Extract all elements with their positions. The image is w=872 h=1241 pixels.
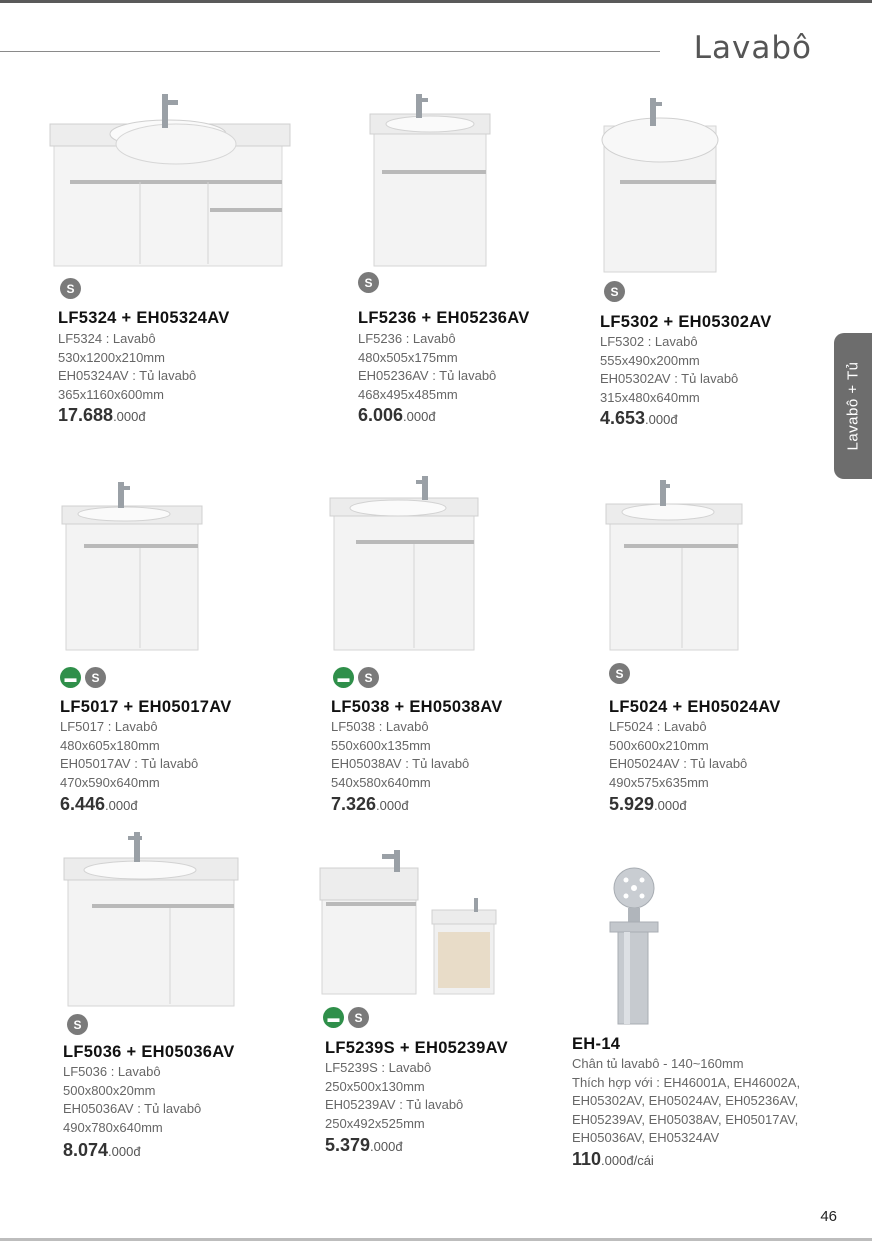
spec-line: 365x1160x600mm (58, 386, 164, 402)
product-price (325, 1135, 403, 1156)
s-badge-icon: S (67, 1014, 88, 1035)
spec-line: EH05302AV, EH05024AV, EH05236AV, (572, 1093, 799, 1109)
green-feature-icon: ▬ (60, 667, 81, 688)
spec-line: 550x600x135mm (331, 737, 431, 753)
page-title: Lavabô (693, 30, 812, 66)
price-suffix: .000đ (645, 412, 678, 427)
spec-line: EH05024AV : Tủ lavabô (609, 756, 748, 772)
product-specs (572, 1055, 800, 1148)
spec-line: 480x605x180mm (60, 737, 160, 753)
product-price (63, 1140, 141, 1161)
spec-line: EH05302AV : Tủ lavabô (600, 371, 739, 387)
product-specs (60, 718, 198, 792)
price-main: 4.653 (600, 408, 646, 428)
product-image-vanity (60, 478, 204, 654)
header-rule (0, 51, 660, 52)
top-border (0, 0, 872, 3)
product-image-vanity (318, 846, 502, 998)
price-suffix: .000đ/cái (601, 1153, 654, 1168)
spec-line: 490x780x640mm (63, 1119, 163, 1135)
price-main: 8.074 (63, 1140, 109, 1160)
spec-line: EH05239AV, EH05038AV, EH05017AV, (572, 1111, 799, 1127)
price-main: 5.929 (609, 794, 655, 814)
spec-line: LF5239S : Lavabô (325, 1060, 432, 1075)
product-image-cabinet-leg (604, 866, 664, 1028)
spec-line: LF5038 : Lavabô (331, 719, 429, 734)
feature-icons (609, 663, 630, 684)
spec-line: EH05239AV : Tủ lavabô (325, 1097, 464, 1113)
spec-line: 468x495x485mm (358, 386, 458, 402)
spec-line: EH05038AV : Tủ lavabô (331, 756, 470, 772)
spec-line: EH05036AV, EH05324AV (572, 1130, 720, 1146)
product-price (331, 794, 409, 815)
spec-line: 250x500x130mm (325, 1078, 425, 1094)
product-specs (358, 330, 496, 404)
price-suffix: .000đ (370, 1139, 403, 1154)
spec-line: 315x480x640mm (600, 389, 700, 405)
product-price (60, 794, 138, 815)
product-price (609, 794, 687, 815)
product-price (600, 408, 678, 429)
price-main: 6.006 (358, 405, 404, 425)
spec-line: 250x492x525mm (325, 1115, 425, 1131)
price-main: 6.446 (60, 794, 106, 814)
spec-line: 530x1200x210mm (58, 349, 165, 365)
product-image-vanity (328, 472, 480, 654)
feature-icons (323, 1007, 369, 1028)
product-title: EH-14 (572, 1035, 621, 1053)
product-specs (609, 718, 747, 792)
spec-line: Chân tủ lavabô - 140~160mm (572, 1056, 744, 1071)
spec-line: 490x575x635mm (609, 774, 709, 790)
price-suffix: .000đ (105, 798, 138, 813)
side-tab-label: Lavabô + Tủ (844, 361, 862, 451)
feature-icons (67, 1014, 88, 1035)
s-badge-icon: S (609, 663, 630, 684)
price-main: 7.326 (331, 794, 377, 814)
product-price (58, 405, 146, 426)
product-image-vanity (48, 86, 294, 270)
spec-line: LF5017 : Lavabô (60, 719, 158, 734)
spec-line: LF5036 : Lavabô (63, 1064, 161, 1079)
spec-line: EH05017AV : Tủ lavabô (60, 756, 199, 772)
price-main: 17.688 (58, 405, 114, 425)
s-badge-icon: S (358, 272, 379, 293)
product-title: LF5239S + EH05239AV (325, 1039, 508, 1057)
product-title: LF5036 + EH05036AV (63, 1043, 235, 1061)
spec-line: EH05324AV : Tủ lavabô (58, 368, 197, 384)
product-title: LF5017 + EH05017AV (60, 698, 232, 716)
s-badge-icon: S (604, 281, 625, 302)
product-image-vanity (366, 90, 494, 270)
feature-icons (60, 667, 106, 688)
spec-line: 555x490x200mm (600, 352, 700, 368)
product-specs (600, 333, 738, 407)
price-suffix: .000đ (108, 1144, 141, 1159)
feature-icons (604, 281, 625, 302)
product-image-vanity (62, 828, 240, 1010)
green-feature-icon: ▬ (333, 667, 354, 688)
spec-line: LF5324 : Lavabô (58, 331, 156, 346)
price-suffix: .000đ (403, 409, 436, 424)
feature-icons (333, 667, 379, 688)
product-specs (58, 330, 196, 404)
product-title: LF5302 + EH05302AV (600, 313, 772, 331)
product-specs (325, 1059, 463, 1133)
product-image-vanity (598, 94, 724, 274)
feature-icons (60, 278, 81, 299)
price-suffix: .000đ (113, 409, 146, 424)
s-badge-icon: S (348, 1007, 369, 1028)
s-badge-icon: S (60, 278, 81, 299)
green-feature-icon: ▬ (323, 1007, 344, 1028)
side-tab[interactable] (834, 333, 872, 479)
spec-line: EH05236AV : Tủ lavabô (358, 368, 497, 384)
price-main: 110 (572, 1149, 602, 1169)
product-title: LF5324 + EH05324AV (58, 309, 230, 327)
spec-line: 470x590x640mm (60, 774, 160, 790)
product-specs (63, 1063, 201, 1137)
product-title: LF5024 + EH05024AV (609, 698, 781, 716)
s-badge-icon: S (85, 667, 106, 688)
spec-line: 540x580x640mm (331, 774, 431, 790)
product-price (358, 405, 436, 426)
spec-line: 500x600x210mm (609, 737, 709, 753)
price-suffix: .000đ (654, 798, 687, 813)
price-suffix: .000đ (376, 798, 409, 813)
price-main: 5.379 (325, 1135, 371, 1155)
feature-icons (358, 272, 379, 293)
product-title: LF5038 + EH05038AV (331, 698, 503, 716)
spec-line: EH05036AV : Tủ lavabô (63, 1101, 202, 1117)
product-title: LF5236 + EH05236AV (358, 309, 530, 327)
spec-line: 500x800x20mm (63, 1082, 156, 1098)
spec-line: LF5236 : Lavabô (358, 331, 456, 346)
s-badge-icon: S (358, 667, 379, 688)
product-image-vanity (604, 476, 744, 654)
spec-line: LF5024 : Lavabô (609, 719, 707, 734)
page-number: 46 (820, 1208, 837, 1225)
product-price (572, 1149, 654, 1170)
spec-line: LF5302 : Lavabô (600, 334, 698, 349)
spec-line: 480x505x175mm (358, 349, 458, 365)
spec-line: Thích hợp với : EH46001A, EH46002A, (572, 1074, 801, 1090)
product-specs (331, 718, 469, 792)
